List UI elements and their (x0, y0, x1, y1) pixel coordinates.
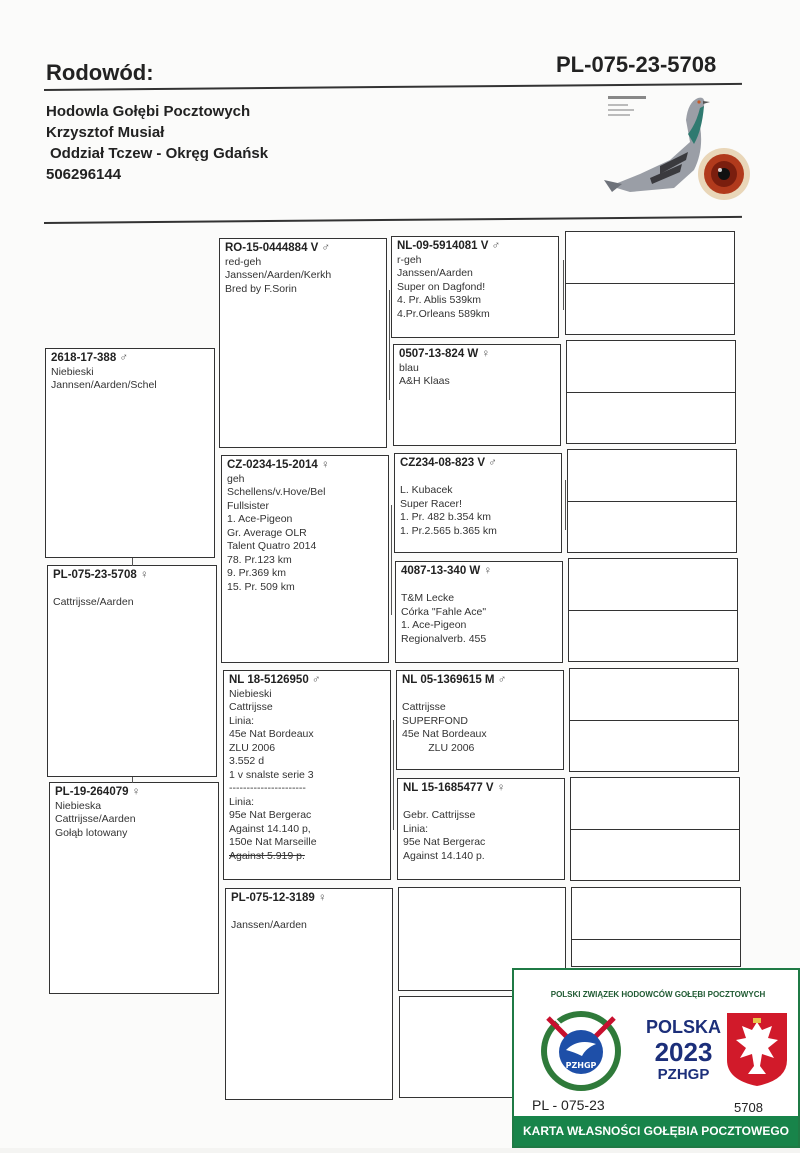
dss-line: ZLU 2006 (402, 741, 475, 754)
breeder-region: Oddział Tczew - Okręg Gdańsk (50, 145, 269, 162)
dam-sire-line: 3.552 d (229, 755, 265, 767)
dam-sire-line: 150e Nat Marseille (229, 836, 317, 848)
dam-sire-line: Against 14.140 p, (229, 822, 311, 835)
dam-line: Niebieska (55, 799, 102, 812)
dam-dam-box (225, 888, 393, 1100)
empty-gen4-box (569, 668, 739, 772)
breeder-divider (44, 216, 742, 224)
card-year-block (636, 1016, 731, 1084)
ssd-box (393, 344, 561, 446)
card-ring: PL - 075-23 (532, 1097, 605, 1113)
dam-sire-line: Niebieski (229, 687, 272, 700)
sds-line: 1. Pr.2.565 b.365 km (400, 524, 497, 537)
pigeon-photo (600, 90, 750, 205)
sdd-line: Córka "Fahle Ace" (401, 605, 487, 618)
sire-dam-line: 1. Ace-Pigeon (227, 513, 293, 525)
card-number: 5708 (734, 1100, 763, 1115)
sss-line: 4.Pr.Orleans 589km (397, 307, 490, 320)
male-icon: ♂ (311, 674, 321, 686)
sss-line: Janssen/Aarden (397, 267, 473, 279)
card-org: POLSKI ZWIĄZEK HODOWCÓW GOŁĘBI POCZTOWYCH (550, 990, 766, 999)
sss-box (391, 236, 559, 338)
dss-box (396, 670, 564, 770)
connector (132, 558, 133, 566)
card-footer: KARTA WŁASNOŚCI GOŁĘBIA POCZTOWEGO (514, 1116, 798, 1146)
connector (565, 480, 566, 530)
connector (132, 777, 133, 783)
dam-sire-line: 1 v snalste serie 3 (229, 768, 314, 781)
dam-dam-ring: PL-075-12-3189 (231, 892, 315, 904)
dss-line: Cattrijsse (402, 701, 446, 713)
sire-line: Niebieski (51, 365, 94, 378)
svg-text:PZHGP: PZHGP (565, 1061, 597, 1070)
dam-sire-ring: NL 18-5126950 (229, 674, 309, 686)
sds-box (394, 453, 562, 553)
sdd-ring: 4087-13-340 W (401, 565, 481, 577)
ssd-line: A&H Klaas (399, 375, 450, 387)
dam-sire-line: ZLU 2006 (229, 741, 276, 754)
sire-dam-line: Schellens/v.Hove/Bel (227, 486, 326, 498)
card-year: 2023 (654, 1037, 713, 1067)
empty-gen4-box (570, 777, 740, 881)
dam-sire-box (223, 670, 391, 880)
male-icon: ♂ (488, 457, 497, 469)
sds-line: 1. Pr. 482 b.354 km (400, 511, 492, 523)
dsd-box (397, 778, 565, 880)
dss-line: 45e Nat Bordeaux (402, 728, 487, 740)
dss-ring: NL 05-1369615 M (402, 674, 495, 686)
connector (393, 720, 394, 830)
female-icon: ♀ (139, 569, 149, 581)
dsd-line: 95e Nat Bergerac (403, 836, 486, 848)
sire-box (45, 348, 215, 558)
sss-line: Super on Dagfond! (397, 280, 486, 293)
empty-gen4-box (568, 558, 738, 662)
dam-sire-line: Cattrijsse (229, 701, 273, 713)
sire-sire-box (219, 238, 387, 448)
dsd-line: Gebr. Cattrijsse (403, 809, 476, 821)
ring-number-header: PL-075-23-5708 (556, 52, 717, 77)
sds-line: L. Kubacek (400, 484, 453, 496)
dam-sire-line: Linia: (229, 714, 255, 727)
sire-dam-line: geh (227, 472, 245, 485)
sdd-box (395, 561, 563, 663)
female-icon: ♀ (481, 348, 491, 360)
dam-line: Cattrijsse/Aarden (55, 813, 136, 825)
bird-ring: PL-075-23-5708 (53, 569, 137, 581)
dam-sire-line: 95e Nat Bergerac (229, 809, 312, 821)
sds-line: Super Racer! (400, 497, 462, 510)
card-country: POLSKA (645, 1017, 721, 1037)
sire-dam-line: 9. Pr.369 km (227, 567, 286, 579)
sire-dam-line: 78. Pr.123 km (227, 553, 292, 566)
bird-box (47, 565, 217, 777)
dam-sire-line: ---------------------- (229, 782, 306, 794)
sire-dam-ring: CZ-0234-15-2014 (227, 459, 318, 471)
male-icon: ♂ (491, 240, 501, 252)
dam-sire-struck-line: Against 5.919 p. (229, 849, 305, 862)
dss-line: SUPERFOND (402, 714, 468, 727)
female-icon: ♀ (496, 782, 506, 794)
empty-gen4-box (571, 887, 741, 967)
empty-gen4-box (567, 449, 737, 553)
female-icon: ♀ (131, 786, 141, 798)
sire-ring: 2618-17-388 (51, 352, 117, 364)
male-icon: ♂ (497, 674, 507, 686)
ssd-ring: 0507-13-824 W (399, 348, 479, 360)
page-title: Rodowód: (46, 60, 154, 85)
sdd-line: Regionalverb. 455 (401, 632, 487, 645)
male-icon: ♂ (321, 242, 331, 254)
dam-line: Gołąb lotowany (55, 826, 128, 839)
sire-sire-line: Janssen/Aarden/Kerkh (225, 269, 332, 281)
female-icon: ♀ (483, 565, 493, 577)
ssd-line: blau (399, 361, 419, 374)
female-icon: ♀ (317, 892, 327, 904)
sire-line: Jannsen/Aarden/Schel (51, 379, 157, 391)
ownership-card (512, 968, 800, 1148)
dam-sire-line: 45e Nat Bordeaux (229, 728, 314, 740)
sire-dam-line: Talent Quatro 2014 (227, 540, 317, 552)
sire-dam-line: Gr. Average OLR (227, 526, 307, 539)
dsd-ring: NL 15-1685477 V (403, 782, 494, 794)
connector (389, 290, 390, 400)
breeder-owner: Krzysztof Musiał (46, 124, 165, 141)
sire-dam-box (221, 455, 389, 663)
empty-gen4-box (566, 340, 736, 444)
female-icon: ♀ (320, 459, 330, 471)
pzhgp-logo-icon (538, 1008, 624, 1094)
breeder-phone: 506296144 (46, 166, 122, 183)
sds-ring: CZ234-08-823 V (400, 457, 486, 469)
dam-sire-line: Linia: (229, 795, 255, 808)
sire-sire-ring: RO-15-0444884 V (225, 242, 319, 254)
dam-box (49, 782, 219, 994)
breeder-name: Hodowla Gołębi Pocztowych (46, 103, 251, 120)
breeder-info (46, 101, 268, 185)
male-icon: ♂ (119, 352, 129, 364)
empty-ancestor-box (399, 996, 513, 1098)
polish-eagle-icon (724, 1010, 790, 1088)
dsd-line: Against 14.140 p. (403, 849, 485, 862)
sire-dam-line: 15. Pr. 509 km (227, 580, 295, 593)
connector (391, 505, 392, 615)
sire-dam-line: Fullsister (227, 499, 270, 512)
sss-ring: NL-09-5914081 V (397, 240, 489, 252)
card-org-short: PZHGP (657, 1066, 710, 1083)
sdd-line: 1. Ace-Pigeon (401, 619, 467, 631)
dam-dam-line: Janssen/Aarden (231, 919, 307, 931)
empty-gen4-box (565, 231, 735, 335)
sss-line: r-geh (397, 253, 422, 266)
bird-line: Cattrijsse/Aarden (53, 596, 134, 608)
sss-line: 4. Pr. Ablis 539km (397, 294, 482, 306)
sdd-line: T&M Lecke (401, 592, 455, 604)
dam-ring: PL-19-264079 (55, 786, 129, 798)
sire-sire-line: red-geh (225, 255, 262, 268)
connector (563, 260, 564, 310)
sire-sire-line: Bred by F.Sorin (225, 282, 297, 295)
dsd-line: Linia: (403, 822, 429, 835)
